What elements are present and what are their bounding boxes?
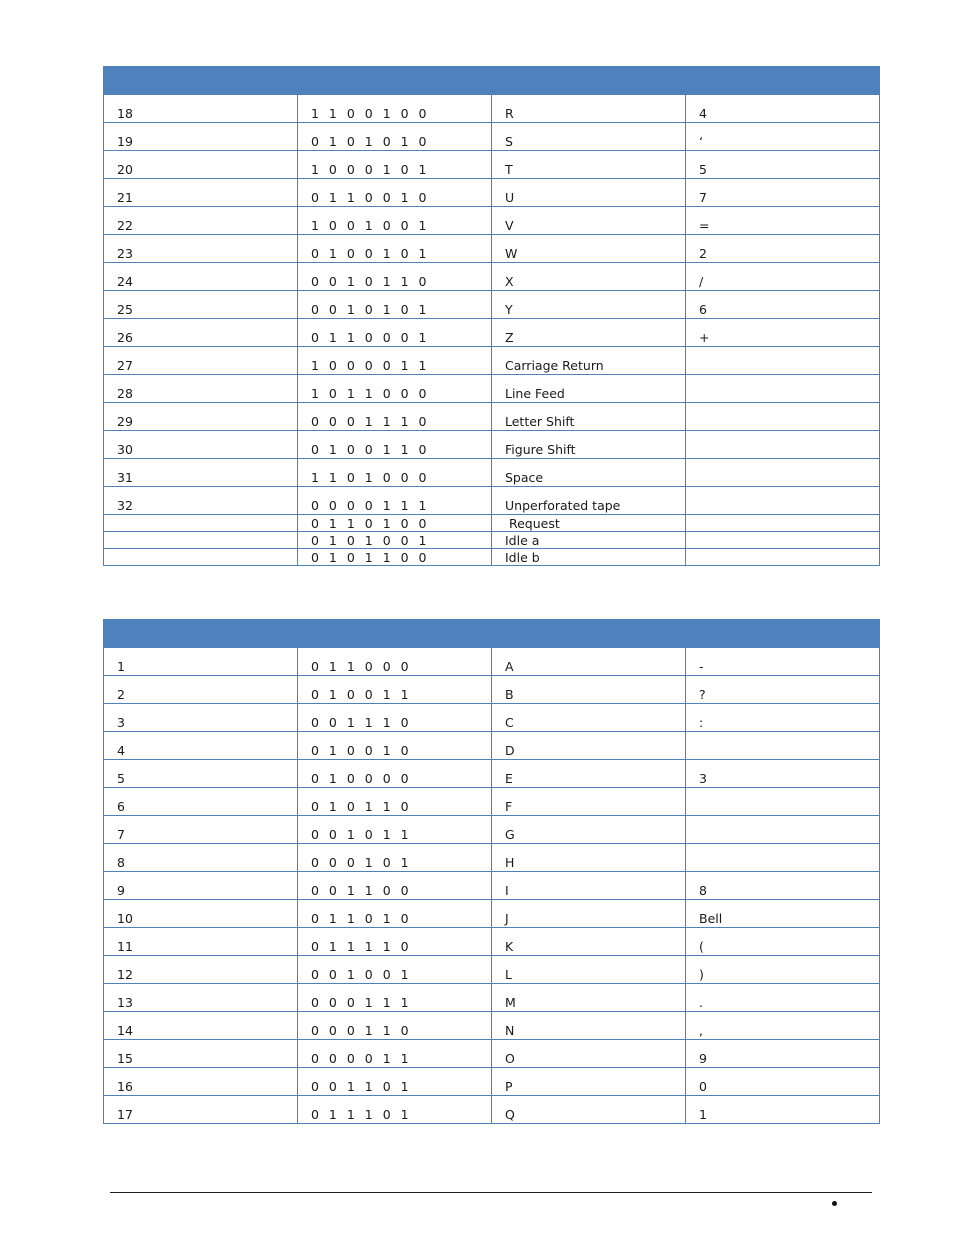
header-cell xyxy=(104,67,298,95)
number-cell: 21 xyxy=(104,179,298,207)
table-row xyxy=(104,1096,880,1124)
code-cell: 0 0 1 0 1 1 xyxy=(298,816,492,844)
code-cell: 0 0 0 0 1 1 xyxy=(298,1040,492,1068)
figure-cell xyxy=(686,459,880,487)
number-cell: 7 xyxy=(104,816,298,844)
number-cell: 22 xyxy=(104,207,298,235)
number-cell: 8 xyxy=(104,844,298,872)
number-cell: 14 xyxy=(104,1012,298,1040)
number-cell: 27 xyxy=(104,347,298,375)
letter-cell: J xyxy=(492,900,686,928)
table-row xyxy=(104,788,880,816)
table-row xyxy=(104,123,880,151)
letter-cell: E xyxy=(492,760,686,788)
letter-cell: U xyxy=(492,179,686,207)
code-cell: 1 1 0 1 0 0 0 xyxy=(298,459,492,487)
letter-cell: T xyxy=(492,151,686,179)
number-cell: 25 xyxy=(104,291,298,319)
table-row xyxy=(104,347,880,375)
figure-cell xyxy=(686,375,880,403)
number-cell: 2 xyxy=(104,676,298,704)
header-cell xyxy=(298,67,492,95)
figure-cell: 2 xyxy=(686,235,880,263)
figure-cell: ( xyxy=(686,928,880,956)
letter-cell: L xyxy=(492,956,686,984)
header-cell xyxy=(492,67,686,95)
number-cell xyxy=(104,532,298,549)
letter-cell: Idle a xyxy=(492,532,686,549)
letter-cell: M xyxy=(492,984,686,1012)
number-cell: 6 xyxy=(104,788,298,816)
code-cell: 0 1 0 1 0 1 0 xyxy=(298,123,492,151)
table-row xyxy=(104,179,880,207)
number-cell: 9 xyxy=(104,872,298,900)
table-row xyxy=(104,487,880,515)
code-cell: 0 1 0 1 1 0 xyxy=(298,788,492,816)
letter-cell: O xyxy=(492,1040,686,1068)
header-cell xyxy=(104,620,298,648)
figure-cell xyxy=(686,788,880,816)
table-row xyxy=(104,319,880,347)
code-cell: 0 0 1 0 1 1 0 xyxy=(298,263,492,291)
code-cell: 0 1 0 0 1 0 1 xyxy=(298,235,492,263)
figure-cell xyxy=(686,347,880,375)
table-row xyxy=(104,1068,880,1096)
letter-cell: Space xyxy=(492,459,686,487)
figure-cell: ? xyxy=(686,676,880,704)
letter-cell: G xyxy=(492,816,686,844)
number-cell: 5 xyxy=(104,760,298,788)
table-row xyxy=(104,1012,880,1040)
letter-cell: A xyxy=(492,648,686,676)
code-cell: 0 1 0 0 1 1 xyxy=(298,676,492,704)
letter-cell: P xyxy=(492,1068,686,1096)
table-row xyxy=(104,1040,880,1068)
figure-cell: - xyxy=(686,648,880,676)
code-cell: 0 0 0 1 1 1 0 xyxy=(298,403,492,431)
figure-cell: 9 xyxy=(686,1040,880,1068)
figure-cell: + xyxy=(686,319,880,347)
table-row xyxy=(104,375,880,403)
table-row xyxy=(104,403,880,431)
code-table-2 xyxy=(103,619,880,1124)
figure-cell: : xyxy=(686,704,880,732)
figure-cell xyxy=(686,532,880,549)
letter-cell: Y xyxy=(492,291,686,319)
figure-cell: ) xyxy=(686,956,880,984)
table-row xyxy=(104,263,880,291)
table-row xyxy=(104,291,880,319)
figure-cell: 5 xyxy=(686,151,880,179)
table-row xyxy=(104,515,880,532)
code-cell: 0 0 0 1 1 0 xyxy=(298,1012,492,1040)
code-cell: 0 1 1 0 0 0 1 xyxy=(298,319,492,347)
bullet-icon xyxy=(832,1201,837,1206)
number-cell: 11 xyxy=(104,928,298,956)
header-cell xyxy=(492,620,686,648)
table-row xyxy=(104,207,880,235)
letter-cell: C xyxy=(492,704,686,732)
letter-cell: I xyxy=(492,872,686,900)
figure-cell: 3 xyxy=(686,760,880,788)
number-cell: 18 xyxy=(104,95,298,123)
table-row xyxy=(104,532,880,549)
number-cell: 1 xyxy=(104,648,298,676)
code-cell: 0 0 0 0 1 1 1 xyxy=(298,487,492,515)
table-row xyxy=(104,676,880,704)
letter-cell: V xyxy=(492,207,686,235)
figure-cell: 1 xyxy=(686,1096,880,1124)
header-cell xyxy=(686,67,880,95)
number-cell: 26 xyxy=(104,319,298,347)
number-cell: 31 xyxy=(104,459,298,487)
number-cell: 19 xyxy=(104,123,298,151)
number-cell: 4 xyxy=(104,732,298,760)
figure-cell xyxy=(686,732,880,760)
number-cell: 10 xyxy=(104,900,298,928)
figure-cell: 0 xyxy=(686,1068,880,1096)
number-cell xyxy=(104,549,298,566)
letter-cell: R xyxy=(492,95,686,123)
figure-cell xyxy=(686,816,880,844)
table-row xyxy=(104,984,880,1012)
number-cell: 29 xyxy=(104,403,298,431)
code-cell: 1 0 0 0 0 1 1 xyxy=(298,347,492,375)
number-cell: 28 xyxy=(104,375,298,403)
figure-cell: 8 xyxy=(686,872,880,900)
table-row xyxy=(104,872,880,900)
figure-cell: 4 xyxy=(686,95,880,123)
table-row xyxy=(104,928,880,956)
letter-cell: F xyxy=(492,788,686,816)
table-row xyxy=(104,816,880,844)
code-cell: 0 1 0 0 1 0 xyxy=(298,732,492,760)
letter-cell: D xyxy=(492,732,686,760)
letter-cell: Request xyxy=(492,515,686,532)
table-row xyxy=(104,648,880,676)
code-cell: 0 1 0 0 0 0 xyxy=(298,760,492,788)
number-cell: 3 xyxy=(104,704,298,732)
code-cell: 0 1 1 0 0 0 xyxy=(298,648,492,676)
table-row xyxy=(104,459,880,487)
code-cell: 0 1 0 1 1 0 0 xyxy=(298,549,492,566)
letter-cell: W xyxy=(492,235,686,263)
code-cell: 0 1 0 1 0 0 1 xyxy=(298,532,492,549)
code-cell: 0 0 1 0 0 1 xyxy=(298,956,492,984)
code-cell: 0 1 0 0 1 1 0 xyxy=(298,431,492,459)
letter-cell: B xyxy=(492,676,686,704)
figure-cell xyxy=(686,431,880,459)
table-row xyxy=(104,95,880,123)
figure-cell: Bell xyxy=(686,900,880,928)
code-cell: 0 1 1 0 1 0 0 xyxy=(298,515,492,532)
letter-cell: H xyxy=(492,844,686,872)
table-row xyxy=(104,431,880,459)
code-cell: 1 1 0 0 1 0 0 xyxy=(298,95,492,123)
code-cell: 1 0 0 1 0 0 1 xyxy=(298,207,492,235)
table-row xyxy=(104,151,880,179)
letter-cell: Idle b xyxy=(492,549,686,566)
number-cell: 23 xyxy=(104,235,298,263)
header-cell xyxy=(298,620,492,648)
number-cell: 12 xyxy=(104,956,298,984)
table-header-row xyxy=(104,620,880,648)
table-row xyxy=(104,844,880,872)
number-cell: 24 xyxy=(104,263,298,291)
table-row xyxy=(104,704,880,732)
code-cell: 0 0 0 1 1 1 xyxy=(298,984,492,1012)
figure-cell: = xyxy=(686,207,880,235)
table-row xyxy=(104,732,880,760)
number-cell xyxy=(104,515,298,532)
figure-cell xyxy=(686,487,880,515)
code-cell: 0 1 1 1 1 0 xyxy=(298,928,492,956)
letter-cell: Line Feed xyxy=(492,375,686,403)
figure-cell xyxy=(686,844,880,872)
number-cell: 17 xyxy=(104,1096,298,1124)
code-cell: 1 0 1 1 0 0 0 xyxy=(298,375,492,403)
letter-cell: Letter Shift xyxy=(492,403,686,431)
letter-cell: Z xyxy=(492,319,686,347)
number-cell: 32 xyxy=(104,487,298,515)
table-row xyxy=(104,549,880,566)
code-cell: 1 0 0 0 1 0 1 xyxy=(298,151,492,179)
table-row xyxy=(104,760,880,788)
code-cell: 0 0 1 0 1 0 1 xyxy=(298,291,492,319)
table-row xyxy=(104,900,880,928)
header-cell xyxy=(686,620,880,648)
figure-cell xyxy=(686,515,880,532)
letter-cell: Q xyxy=(492,1096,686,1124)
code-cell: 0 0 0 1 0 1 xyxy=(298,844,492,872)
letter-cell: Unperforated tape xyxy=(492,487,686,515)
table-row xyxy=(104,235,880,263)
letter-cell: X xyxy=(492,263,686,291)
code-cell: 0 1 1 0 1 0 xyxy=(298,900,492,928)
table-row xyxy=(104,956,880,984)
figure-cell xyxy=(686,403,880,431)
figure-cell: . xyxy=(686,984,880,1012)
figure-cell: 6 xyxy=(686,291,880,319)
number-cell: 16 xyxy=(104,1068,298,1096)
number-cell: 13 xyxy=(104,984,298,1012)
figure-cell: ‘ xyxy=(686,123,880,151)
number-cell: 30 xyxy=(104,431,298,459)
letter-cell: S xyxy=(492,123,686,151)
code-cell: 0 1 1 1 0 1 xyxy=(298,1096,492,1124)
code-cell: 0 1 1 0 0 1 0 xyxy=(298,179,492,207)
letter-cell: N xyxy=(492,1012,686,1040)
letter-cell: K xyxy=(492,928,686,956)
letter-cell: Carriage Return xyxy=(492,347,686,375)
number-cell: 15 xyxy=(104,1040,298,1068)
table-header-row xyxy=(104,67,880,95)
code-cell: 0 0 1 1 1 0 xyxy=(298,704,492,732)
code-table-1 xyxy=(103,66,880,566)
letter-cell: Figure Shift xyxy=(492,431,686,459)
code-cell: 0 0 1 1 0 1 xyxy=(298,1068,492,1096)
figure-cell: 7 xyxy=(686,179,880,207)
code-cell: 0 0 1 1 0 0 xyxy=(298,872,492,900)
figure-cell xyxy=(686,549,880,566)
figure-cell: / xyxy=(686,263,880,291)
number-cell: 20 xyxy=(104,151,298,179)
footer-divider xyxy=(110,1192,872,1193)
figure-cell: , xyxy=(686,1012,880,1040)
